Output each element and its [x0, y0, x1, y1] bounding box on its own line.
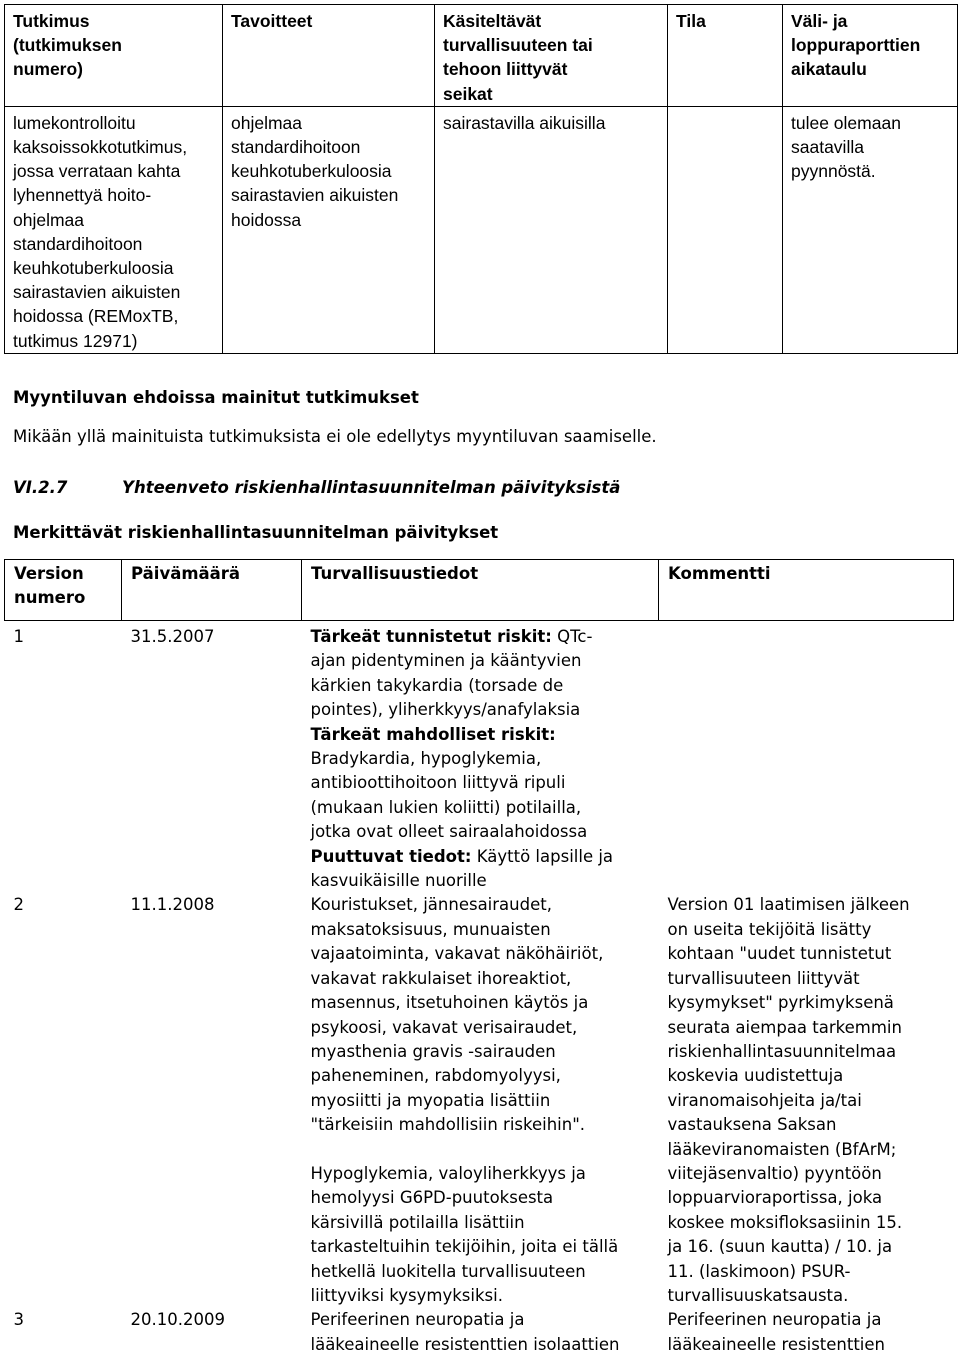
updates-heading: Merkittävät riskienhallintasuunnitelman päivitykset	[13, 523, 499, 542]
header-comment: Kommentti	[659, 560, 954, 621]
conditions-heading: Myyntiluvan ehdoissa mainitut tutkimukset	[13, 388, 419, 407]
header-goals: Tavoitteet	[223, 5, 435, 107]
updates-table	[4, 559, 954, 1357]
comment-cell: Version 01 laatimisen jälkeen on useita tekijöitä lisätty kohtaan "uudet tunnistetut turvallisuuteen liittyvät kysymykset" pyrkimyksenä seurata aiempaa tarkemmin riskienhallintasuunnitelmaa koskevia uudistettuja viranomaisohjeita ja/tai vastauksena Saksan lääkeviranomaisten (BfArM; viitejäsenvaltio) pyyntöön loppuarvioraportissa, joka koskee moksifloksasiinin 15. ja 16. (suun kautta) / 10. ja 11. (laskimoon) PSUR- turvallisuuskatsausta.	[667, 895, 910, 1305]
header-version: Version numero	[5, 560, 122, 621]
safety-text: QTc- ajan pidentyminen ja kääntyvien kärkien takykardia (torsade de pointes), yliherkkyys/anafylaksia	[310, 627, 593, 720]
cell-status	[668, 106, 783, 353]
version-cell: 1	[13, 627, 24, 646]
date-cell: 31.5.2007	[130, 627, 215, 646]
header-safety: Turvallisuustiedot	[302, 560, 659, 621]
studies-table	[4, 4, 958, 354]
version-cell: 2	[13, 895, 24, 915]
safety-label: Tärkeät mahdolliset riskit:	[310, 724, 556, 744]
safety-cell: Kouristukset, jännesairaudet, maksatoksisuus, munuaisten vajaatoiminta, vakavat näköhäiriöt, vakavat rakkulaiset ihoreaktiot, masennus, itsetuhoinen käytös ja psykoosi, vakavat verisairaudet, myasthenia gravis -sairauden paheneminen, rabdomyolyysi, myosiitti ja myopatia lisättiin "tärkeisiin mahdollisiin riskeihin". Hypoglykemia, valoyliherkkyys ja hemolyysi G6PD-puutoksesta kärsivillä potilailla lisättiin tarkasteltuihin tekijöihin, joita ei tällä hetkellä luokitella turvallisuuteen liittyviksi kysymyksiksi.	[310, 895, 619, 1305]
version-cell: 3	[13, 1310, 24, 1330]
comment-cell	[659, 621, 954, 894]
date-cell: 11.1.2008	[130, 895, 215, 915]
safety-text: Bradykardia, hypoglykemia, antibioottihoitoon liittyvä ripuli (mukaan lukien koliitti) potilailla, jotka ovat olleet sairaalahoidossa	[310, 749, 588, 842]
conditions-text: Mikään yllä mainituista tutkimuksista ei ole edellytys myyntiluvan saamiselle.	[13, 427, 657, 446]
comment-cell: Perifeerinen neuropatia ja lääkeaineelle resistenttien	[667, 1310, 886, 1354]
section-title: Yhteenveto riskienhallintasuunnitelman päivityksistä	[122, 478, 621, 497]
header-study: Tutkimus (tutkimuksen numero)	[5, 5, 223, 107]
safety-cell: Perifeerinen neuropatia ja lääkeaineelle resistenttien isolaattien	[310, 1310, 620, 1354]
studies-row	[5, 106, 958, 353]
header-status: Tila	[668, 5, 783, 107]
header-schedule: Väli- ja loppuraporttien aikataulu	[783, 5, 958, 107]
cell-issues: sairastavilla aikuisilla	[435, 106, 668, 353]
header-issues: Käsiteltävät turvallisuuteen tai tehoon liittyvät seikat	[435, 5, 668, 107]
table-row	[5, 621, 954, 894]
cell-goals: ohjelmaa standardihoitoon keuhkotuberkuloosia sairastavien aikuisten hoidossa	[223, 106, 435, 353]
section-number: VI.2.7	[13, 478, 68, 497]
safety-text: Käyttö lapsille ja kasvuikäisille nuorille	[310, 846, 614, 891]
table-row	[5, 1308, 954, 1357]
studies-header-row	[5, 5, 958, 107]
updates-header-row	[5, 560, 954, 621]
header-date: Päivämäärä	[122, 560, 302, 621]
cell-schedule: tulee olemaan saatavilla pyynnöstä.	[783, 106, 958, 353]
safety-label: Tärkeät tunnistetut riskit:	[310, 627, 552, 646]
date-cell: 20.10.2009	[130, 1310, 225, 1330]
cell-study: lumekontrolloitu kaksoissokkotutkimus, jossa verrataan kahta lyhennettyä hoito- ohjelmaa standardihoitoon keuhkotuberkuloosia sairastavien aikuisten hoidossa (REMoxTB, tutkimus 12971)	[5, 106, 223, 353]
safety-label: Puuttuvat tiedot:	[310, 846, 472, 866]
safety-cell	[302, 621, 659, 894]
table-row	[5, 893, 954, 1308]
